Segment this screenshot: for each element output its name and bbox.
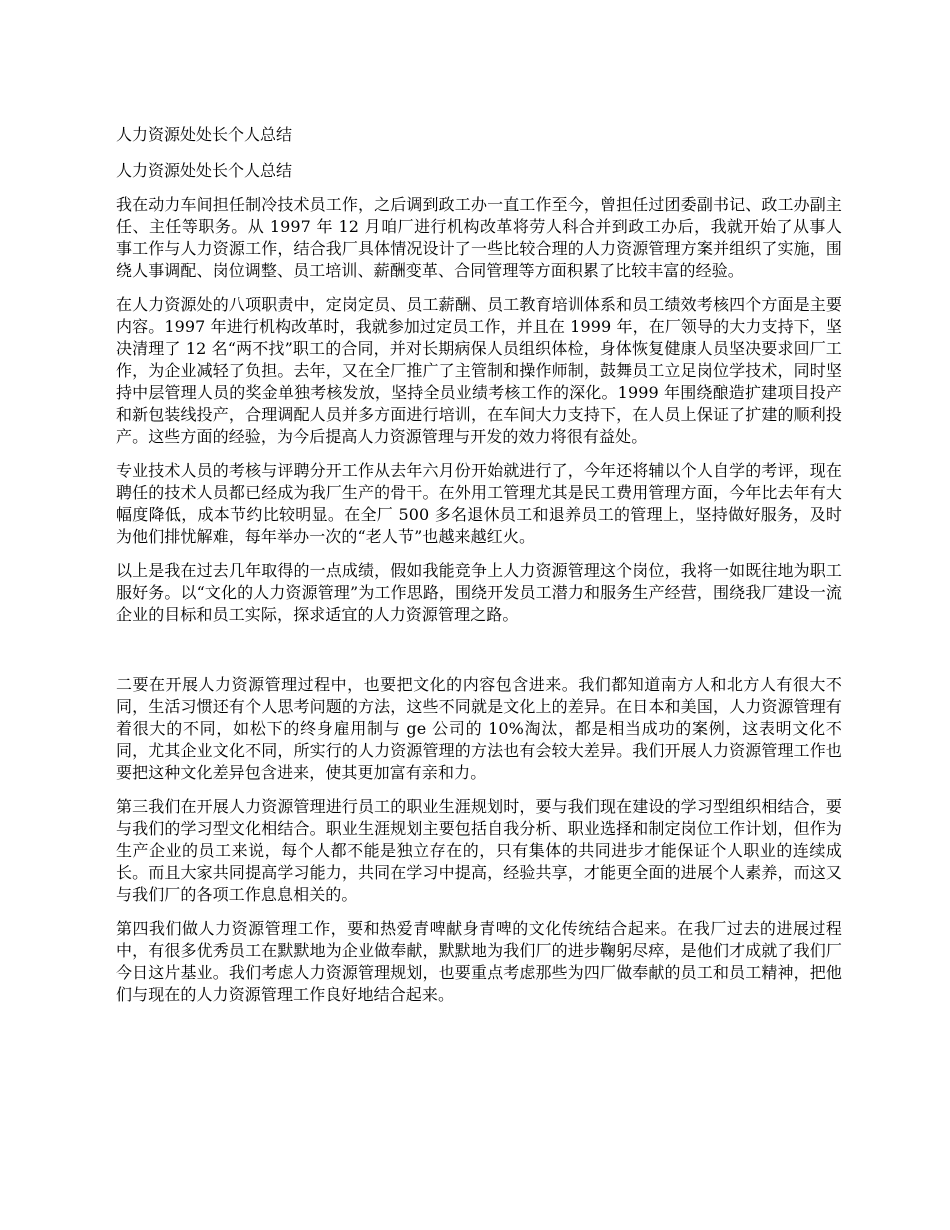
- paragraph-career-planning: 第三我们在开展人力资源管理进行员工的职业生涯规划时，要与我们现在建设的学习型组织相结合，要与我们的学习型文化相结合。职业生涯规划主要包括自我分析、职业选择和制定岗位工作计划，但作为生产企业的员工来说，每个人都不能是独立存在的，只有集体的共同进步才能保证个人职业的连续成长。而且大家共同提高学习能力，共同在学习中提高，经验共享，才能更全面的进展个人素养，而这又与我们厂的各项工作息息相关的。: [116, 797, 842, 904]
- document-title: 人力资源处处长个人总结: [116, 125, 293, 144]
- document-subtitle: 人力资源处处长个人总结: [116, 161, 293, 180]
- paragraph-experience: 我在动力车间担任制冷技术员工作，之后调到政工办一直工作至今，曾担任过团委副书记、政工办副主任、主任等职务。从 1997 年 12 月咱厂进行机构改革将劳人科合并到政工办后，我就开始了从事人事工作与人力资源工作，结合我厂具体情况设计了一些比较合理的人力资源管理方案并组织了实施，围绕人事调配、岗位调整、员工培训、薪酬变革、合同管理等方面积累了比较丰富的经验。: [116, 195, 842, 280]
- paragraph-tradition: 第四我们做人力资源管理工作，要和热爱青啤献身青啤的文化传统结合起来。在我厂过去的进展过程中，有很多优秀员工在默默地为企业做奉献，默默地为我们厂的进步鞠躬尽瘁，是他们才成就了我们厂今日这片基业。我们考虑人力资源管理规划，也要重点考虑那些为四厂做奉献的员工和员工精神，把他们与现在的人力资源管理工作良好地结合起来。: [116, 919, 842, 1004]
- paragraph-technical-staff: 专业技术人员的考核与评聘分开工作从去年六月份开始就进行了，今年还将辅以个人自学的考评，现在聘任的技术人员都已经成为我厂生产的骨干。在外用工管理尤其是民工费用管理方面，今年比去年有大幅度降低，成本节约比较明显。在全厂 500 多名退休员工和退养员工的管理上，坚持做好服务，及时为他们排忧解难，每年举办一次的“老人节”也越来越红火。: [116, 461, 842, 546]
- document-page: [116, 110, 842, 1018]
- paragraph-culture: 二要在开展人力资源管理过程中，也要把文化的内容包含进来。我们都知道南方人和北方人有很大不同，生活习惯还有个人思考问题的方法，这些不同就是文化上的差异。在日本和美国，人力资源管理有着很大的不同，如松下的终身雇用制与 ge 公司的 10%淘汰，都是相当成功的案例，这表明文化不同，尤其企业文化不同，所实行的人力资源管理的方法也有会较大差异。我们开展人力资源管理工作也要把这种文化差异包含进来，使其更加富有亲和力。: [116, 675, 842, 782]
- section-gap: [116, 638, 842, 674]
- paragraph-duties: 在人力资源处的八项职责中，定岗定员、员工薪酬、员工教育培训体系和员工绩效考核四个方面是主要内容。1997 年进行机构改革时，我就参加过定员工作，并且在 1999 年，在厂领导的大力支持下，坚决清理了 12 名“两不找”职工的合同，并对长期病保人员组织体检，身体恢复健康人员坚决要求回厂工作，为企业减轻了负担。去年，又在全厂推广了主管制和操作师制，鼓舞员工立足岗位学技术，同时坚持中层管理人员的奖金单独考核发放，坚持全员业绩考核工作的深化。1999 年围绕酿造扩建项目投产和新包装线投产，合理调配人员并多方面进行培训，在车间大力支持下，在人员上保证了扩建的顺利投产。这些方面的经验，为今后提高人力资源管理与开发的效力将很有益处。: [116, 295, 842, 446]
- paragraph-summary: 以上是我在过去几年取得的一点成绩，假如我能竞争上人力资源管理这个岗位，我将一如既往地为职工服好务。以“文化的人力资源管理”为工作思路，围绕开发员工潜力和服务生产经营，围绕我厂建设一流企业的目标和员工实际，探求适宜的人力资源管理之路。: [116, 561, 842, 624]
